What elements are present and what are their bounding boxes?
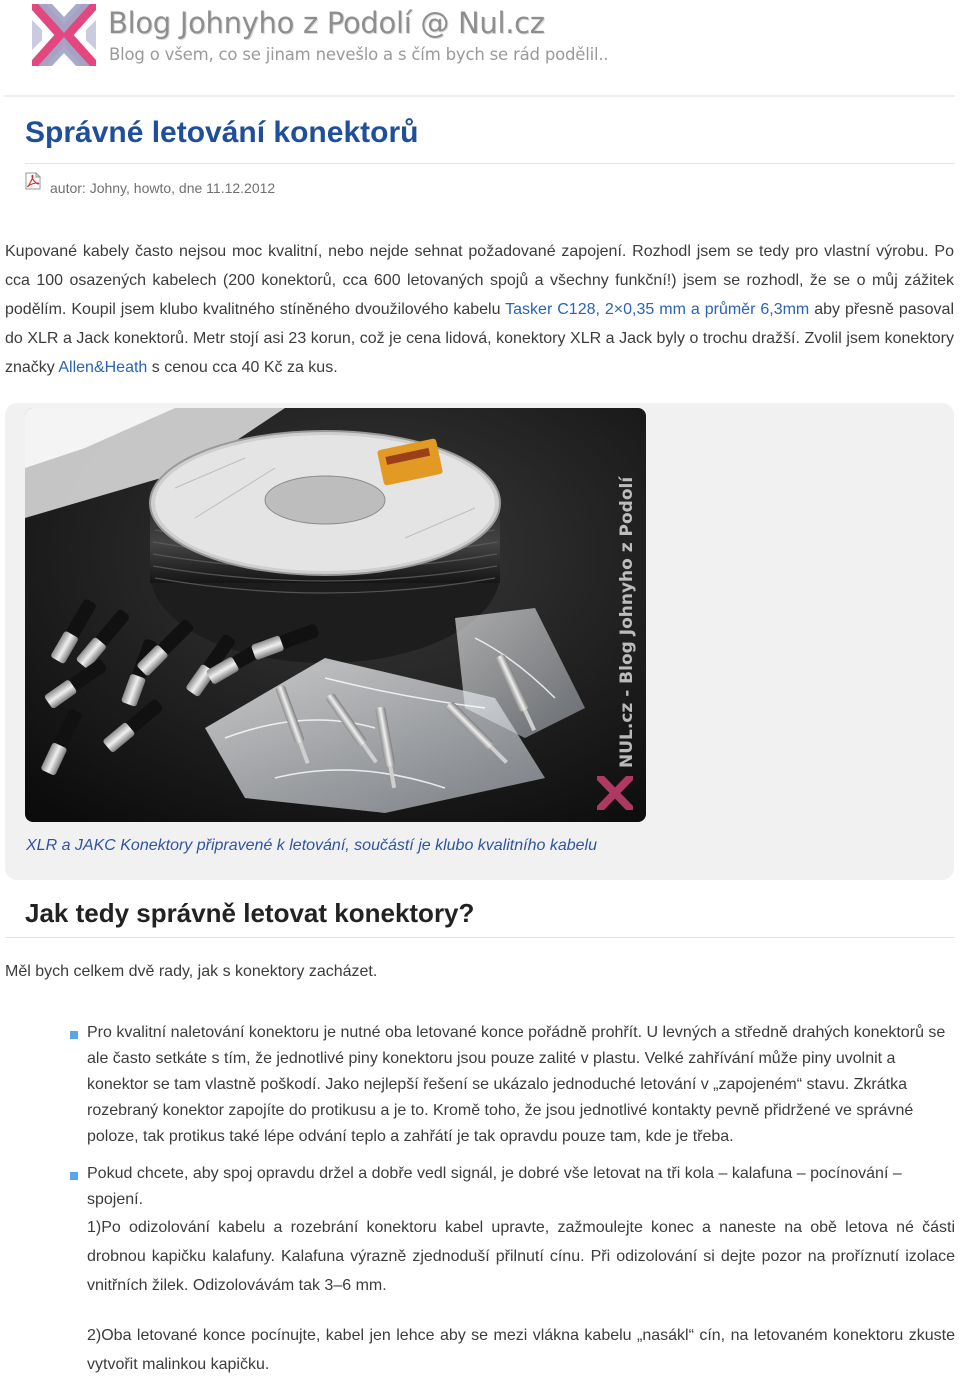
tip-text: Pokud chcete, aby spoj opravdu držel a dobře vedl signál, je dobré vše letovat na tři kola – kalafuna – pocínování – spojení. <box>87 1165 902 1208</box>
tip-step-1: 1)Po odizolování kabelu a rozebrání konektoru kabel upravte, zažmoulejte konec a naneste na obě letova né části drobnou kapičku kalafuny. Kalafuna výrazně zjednoduší přilnutí cínu. Při odizolování si dejte pozor na proříznutí izolace vnitřních žilek. Odizolovávám tak 3–6 mm. <box>87 1219 955 1294</box>
nul-x-logo-icon <box>30 2 98 68</box>
post-title: Správné letování konektorů <box>25 116 419 149</box>
figure-caption: XLR a JAKC Konektory připravené k letování, součástí je klubo kvalitního kabelu <box>26 837 597 854</box>
site-logo-link[interactable] <box>30 2 98 68</box>
intro-text-2: aby přesně pasoval do XLR a Jack konektorů. Metr stojí asi 23 korun, což je cena lidová, konektory XLR a Jack byly o trochu dražší. Zvolil jsem konektory značky <box>5 301 955 376</box>
image-figure <box>5 403 954 880</box>
connectors-photo <box>25 408 646 822</box>
title-divider <box>25 163 955 164</box>
tips-list <box>70 1020 955 1379</box>
site-tagline: Blog o všem, co se jinam nevešlo a s čím bych se rád podělil.. <box>109 45 609 64</box>
section-heading: Jak tedy správně letovat konektory? <box>25 898 475 928</box>
intro-text-3: s cenou cca 40 Kč za kus. <box>147 359 338 376</box>
intro-text-1: Kupované kabely často nejsou moc kvalitní, nebo nejde sehnat požadované zapojení. Rozhodl jsem se tedy pro vlastní výrobu. Po cca 100 osazených kabelech (200 konektorů, cca 600 letovaných spojů a všechny funkční!) jsem se rozhodl, že se o můj zážitek podělím. Koupil jsem klubo kvalitného stíněného dvoužilového kabelu <box>5 243 954 318</box>
post-meta-text: autor: Johny, howto, dne 11.12.2012 <box>50 180 276 196</box>
header-divider <box>4 95 955 97</box>
cable-link[interactable]: Tasker C128, 2×0,35 mm a průměr 6,3mm <box>505 301 810 318</box>
section-divider <box>5 937 955 938</box>
site-header <box>0 0 960 95</box>
list-item <box>70 1020 955 1150</box>
allen-heath-link[interactable]: Allen&Heath <box>58 359 148 376</box>
watermark-text: NUL.cz - Blog Johnyho z Podolí <box>617 476 637 768</box>
tip-step-2: 2)Oba letované konce pocínujte, kabel jen lehce aby se mezi vlákna kabelu „nasákl“ cín, na letovaném konektoru zkuste vytvořit malinkou kapičku. <box>87 1327 955 1373</box>
bullet-square-icon <box>70 1031 78 1039</box>
section-lead: Měl bych celkem dvě rady, jak s konektory zacházet. <box>5 963 378 980</box>
site-title[interactable]: Blog Johnyho z Podolí @ Nul.cz <box>108 6 545 40</box>
intro-paragraph <box>5 237 954 382</box>
bullet-square-icon <box>70 1172 78 1180</box>
pdf-export-link[interactable] <box>25 172 41 190</box>
connectors-photo-link[interactable] <box>25 408 646 822</box>
pdf-icon <box>25 172 41 190</box>
tip-text: Pro kvalitní naletování konektoru je nutné oba letované konce pořádně prohřít. U levných a středně drahých konektorů se ale často setkáte s tím, že jednotlivé piny konektoru jsou pouze zalité v plastu. Velké zahřívání může piny uvolnit a konektor se tam vlastně poškodí. Jako nejlepší řešení se ukázalo jednoduché letování v „zapojeném“ stavu. Zkrátka rozebraný konektor zapojíte do protikusu a je to. Kromě toho, že jsou jednotlivé kontakty pevně přidržené ve správné poloze, tak protikus také lépe odvání teplo a zahřátí je tak opravdu pouze tam, kde je třeba. <box>87 1024 946 1145</box>
list-item <box>70 1161 955 1379</box>
